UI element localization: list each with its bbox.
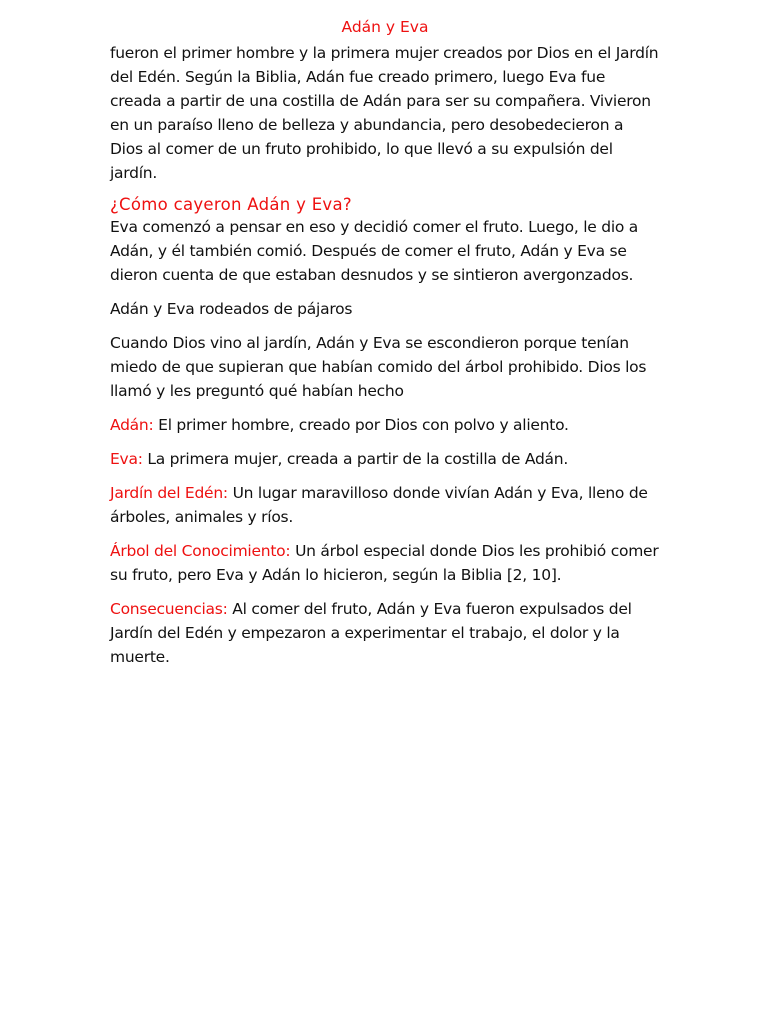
section-heading: ¿Cómo cayeron Adán y Eva? bbox=[110, 195, 352, 214]
intro-paragraph: fueron el primer hombre y la primera mujer creados por Dios en el Jardín del Edén. Según la Biblia, Adán fue creado primero, luego Eva fue creada a partir de una costilla de Adán para ser su compañera. Vivieron en un paraíso lleno de belleza y abundancia, pero desobedecieron a Dios al comer de un fruto prohibido, lo que llevó a su expulsión del jardín. bbox=[110, 44, 659, 182]
term-label: Jardín del Edén: bbox=[110, 484, 228, 502]
term-arbol bbox=[110, 539, 660, 587]
term-definition: Un lugar maravilloso donde vivían Adán y Eva, lleno de árboles, animales y ríos. bbox=[110, 484, 648, 526]
image-caption: Adán y Eva rodeados de pájaros bbox=[110, 300, 353, 318]
document-page bbox=[110, 0, 660, 669]
term-definition: Al comer del fruto, Adán y Eva fueron expulsados del Jardín del Edén y empezaron a experimentar el trabajo, el dolor y la muerte. bbox=[110, 600, 632, 666]
document-title: Adán y Eva bbox=[341, 18, 429, 36]
term-definition: Un árbol especial donde Dios les prohibió comer su fruto, pero Eva y Adán lo hicieron, según la Biblia [2, 10]. bbox=[110, 542, 659, 584]
hiding-paragraph: Cuando Dios vino al jardín, Adán y Eva se escondieron porque tenían miedo de que supieran que habían comido del árbol prohibido. Dios los llamó y les preguntó qué habían hecho bbox=[110, 334, 647, 400]
term-definition: La primera mujer, creada a partir de la costilla de Adán. bbox=[142, 450, 569, 468]
section-paragraph: Eva comenzó a pensar en eso y decidió comer el fruto. Luego, le dio a Adán, y él también comió. Después de comer el fruto, Adán y Eva se dieron cuenta de que estaban desnudos y se sintieron avergonzados. bbox=[110, 218, 639, 284]
term-label: Eva: bbox=[110, 450, 143, 468]
term-jardin bbox=[110, 481, 660, 529]
term-eva bbox=[110, 447, 660, 471]
term-adan bbox=[110, 413, 660, 437]
term-label: Consecuencias: bbox=[110, 600, 228, 618]
term-definition: El primer hombre, creado por Dios con polvo y aliento. bbox=[153, 416, 569, 434]
term-label: Adán: bbox=[110, 416, 154, 434]
term-consecuencias bbox=[110, 597, 660, 669]
term-label: Árbol del Conocimiento: bbox=[110, 542, 291, 560]
